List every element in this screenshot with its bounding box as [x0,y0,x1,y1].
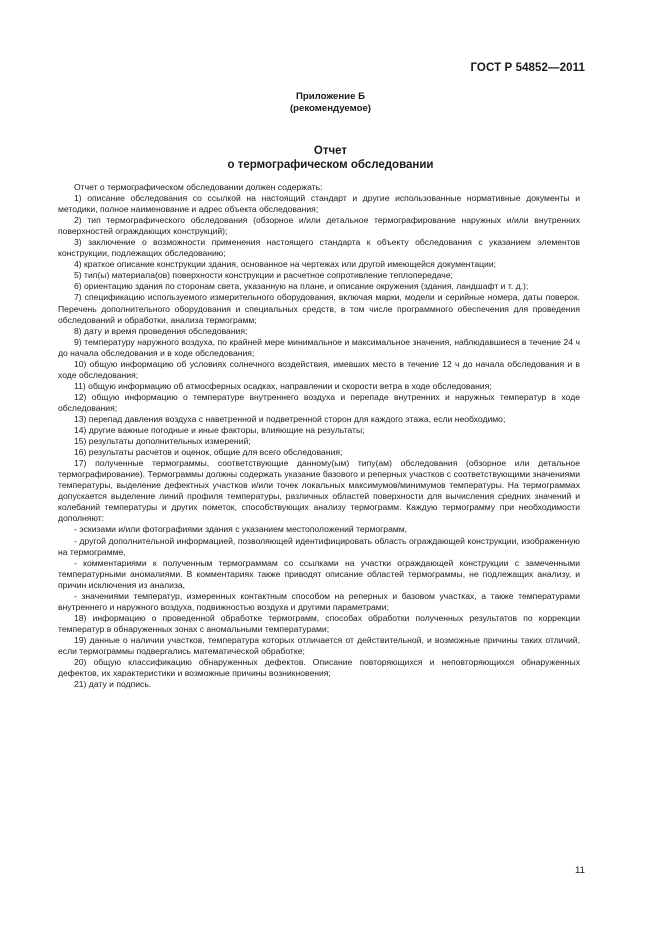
annex-heading [0,91,661,115]
paragraph: 13) перепад давления воздуха с наветренной и подветренной сторон для каждого этажа, если необходимо; [74,413,506,424]
paragraph: 15) результаты дополнительных измерений; [74,436,251,447]
title-line-2: о термографическом обследовании [227,159,434,171]
paragraph: - эскизами и/или фотографиями здания с указанием местоположений термограмм, [74,524,408,535]
paragraph: 17) полученные термограммы, соответствующие данному(ым) типу(ам) обследования (обзорное или детальное термографирование). Термограммы должны содержать указание базового и реперных участков с соответствующими значениями температуры, выделение дефектных участков и/или точек локальных максимумов/минимумов температуры. На термограммах допускается выделение линий профиля температуры, различных областей поверхности для вычисления средних значений и колебаний температуры и других пометок, способствующих анализу термограмм. Каждую термограмму при необходимости дополняют: [58,458,580,524]
annex-label: Приложение Б [296,91,365,102]
paragraph: 7) спецификацию используемого измерительного оборудования, включая марки, модели и серийные номера, даты поверок. Перечень дополнительного оборудования и специальных средств, в том числе программного обеспечения для проведения обследований и обработки, анализа термограмм; [58,292,580,325]
section-title [0,144,661,172]
paragraph: 16) результаты расчетов и оценок, общие для всего обследования; [74,447,343,458]
paragraph: 2) тип термографического обследования (обзорное и/или детальное термографирование наружных и/или внутренних поверхностей ограждающих конструкций); [58,215,580,237]
standard-code: ГОСТ Р 54852—2011 [470,62,585,74]
paragraph: 9) температуру наружного воздуха, по крайней мере минимальное и максимальное значения, наблюдавшиеся в течение 24 ч до начала обследования и в ходе обследования; [58,336,580,358]
page-number: 11 [575,865,585,876]
paragraph: 20) общую классификацию обнаруженных дефектов. Описание повторяющихся и неповторяющихся обнаруженных дефектов, их характеристики и возможные причины возникновения; [58,657,580,679]
paragraph: 4) краткое описание конструкции здания, основанное на чертежах или другой имеющейся документации; [74,259,497,270]
paragraph: 1) описание обследования со ссылкой на настоящий стандарт и другие использованные нормативные документы и методики, полное наименование и адрес объекта обследования; [58,193,580,215]
paragraph: - комментариями к полученным термограммам со ссылками на участки ограждающей конструкции с замеченными температурными аномалиями. В комментариях также приводят описание областей термограммы, не подлежащих анализу, и причин исключения из анализа, [58,557,580,590]
paragraph: 3) заключение о возможности применения настоящего стандарта к объекту обследования с указанием элементов конструкции, подлежащих обследованию; [58,237,580,259]
paragraph: 5) тип(ы) материала(ов) поверхности конструкции и расчетное сопротивление теплопередаче; [74,270,453,281]
paragraph: - значениями температур, измеренных контактным способом на реперных и базовом участках, а также температурами внутреннего и наружного воздуха, подвижностью воздуха и другими параметрами; [58,590,580,612]
paragraph: 14) другие важные погодные и иные факторы, влияющие на результаты; [74,425,365,436]
paragraph: 8) дату и время проведения обследования; [74,325,248,336]
title-line-1: Отчет [313,145,348,157]
report-requirements [58,182,580,690]
paragraph: 21) дату и подпись. [74,679,152,690]
annex-status: (рекомендуемое) [289,103,371,114]
paragraph: 6) ориентацию здания по сторонам света, указанную на плане, и описание окружения (здания, ландшафт и т. д.); [74,281,529,292]
paragraph: 10) общую информацию об условиях солнечного воздействия, имевших место в течение 12 ч до начала обследования и в ходе обследования; [58,358,580,380]
paragraph: 12) общую информацию о температуре внутреннего воздуха и перепаде внутренних и наружных температур в ходе обследования; [58,391,580,413]
paragraph: 11) общую информацию об атмосферных осадках, направлении и скорости ветра в ходе обследования; [74,380,492,391]
paragraph: - другой дополнительной информацией, позволяющей идентифицировать область ограждающей конструкции, изображенную на термограмме, [58,535,580,557]
paragraph: 18) информацию о проведенной обработке термограмм, способах обработки полученных результатов по коррекции температур в обнаруженных зонах с аномальными температурами; [58,612,580,634]
paragraph: 19) данные о наличии участков, температура которых отличается от действительной, и возможные причины таких отличий, если термограммы подвергались математической обработке; [58,634,580,656]
paragraph: Отчет о термографическом обследовании должен содержать: [74,182,323,192]
